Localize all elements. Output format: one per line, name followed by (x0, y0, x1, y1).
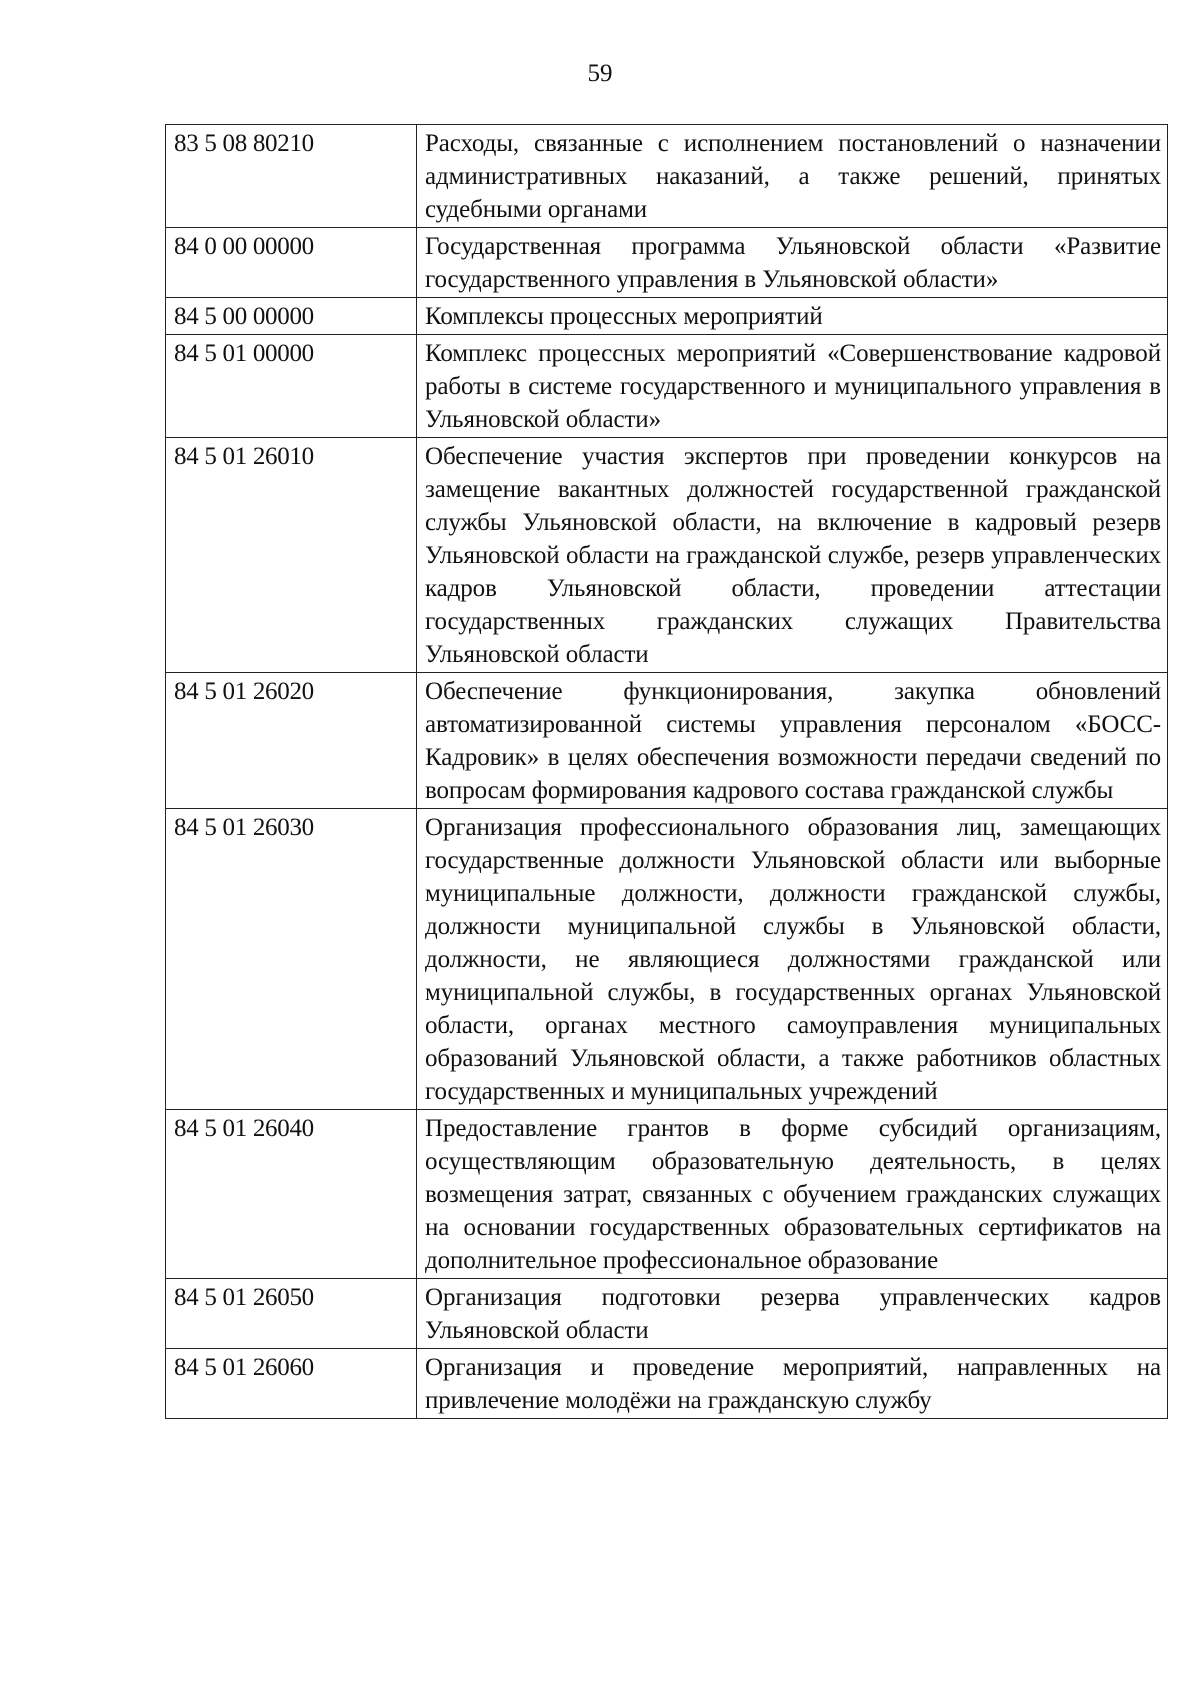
table-row (166, 1279, 1168, 1349)
table-row (166, 1110, 1168, 1279)
row-code: 84 5 01 26060 (166, 1349, 417, 1419)
classification-table (165, 124, 1168, 1419)
row-code: 83 5 08 80210 (166, 125, 417, 228)
row-description: Организация профессионального образования лиц, замещающих государственные должности Ульяновской области или выборные муниципальные должности, должности гражданской службы, должности муниципальной службы в Ульяновской области, должности, не являющиеся должностями гражданской или муниципальной службы, в государственных органах Ульяновской области, органах местного самоуправления муниципальных образований Ульяновской области, а также работников областных государственных и муниципальных учреждений (417, 809, 1168, 1110)
row-code: 84 5 01 00000 (166, 335, 417, 438)
row-code: 84 5 01 26020 (166, 673, 417, 809)
table-row (166, 298, 1168, 335)
table-row (166, 228, 1168, 298)
row-description: Расходы, связанные с исполнением постановлений о назначении административных наказаний, а также решений, принятых судебными органами (417, 125, 1168, 228)
table-row (166, 125, 1168, 228)
table-row (166, 1349, 1168, 1419)
page-number: 59 (587, 60, 613, 87)
row-description: Комплексы процессных мероприятий (417, 298, 1168, 335)
row-code: 84 0 00 00000 (166, 228, 417, 298)
table-body (166, 125, 1168, 1419)
row-description: Государственная программа Ульяновской области «Развитие государственного управления в Ульяновской области» (417, 228, 1168, 298)
table-row (166, 335, 1168, 438)
classification-table-container (165, 124, 1167, 1419)
row-description: Обеспечение функционирования, закупка обновлений автоматизированной системы управления персоналом «БОСС-Кадровик» в целях обеспечения возможности передачи сведений по вопросам формирования кадрового состава гражданской службы (417, 673, 1168, 809)
row-code: 84 5 01 26040 (166, 1110, 417, 1279)
row-code: 84 5 01 26050 (166, 1279, 417, 1349)
row-description: Предоставление грантов в форме субсидий организациям, осуществляющим образовательную деятельность, в целях возмещения затрат, связанных с обучением гражданских служащих на основании государственных образовательных сертификатов на дополнительное профессиональное образование (417, 1110, 1168, 1279)
row-code: 84 5 00 00000 (166, 298, 417, 335)
row-description: Организация и проведение мероприятий, направленных на привлечение молодёжи на гражданскую службу (417, 1349, 1168, 1419)
row-description: Комплекс процессных мероприятий «Совершенствование кадровой работы в системе государственного и муниципального управления в Ульяновской области» (417, 335, 1168, 438)
row-description: Обеспечение участия экспертов при проведении конкурсов на замещение вакантных должностей государственной гражданской службы Ульяновской области, на включение в кадровый резерв Ульяновской области на гражданской службе, резерв управленческих кадров Ульяновской области, проведении аттестации государственных гражданских служащих Правительства Ульяновской области (417, 438, 1168, 673)
table-row (166, 438, 1168, 673)
table-row (166, 809, 1168, 1110)
row-code: 84 5 01 26030 (166, 809, 417, 1110)
row-code: 84 5 01 26010 (166, 438, 417, 673)
table-row (166, 673, 1168, 809)
row-description: Организация подготовки резерва управленческих кадров Ульяновской области (417, 1279, 1168, 1349)
